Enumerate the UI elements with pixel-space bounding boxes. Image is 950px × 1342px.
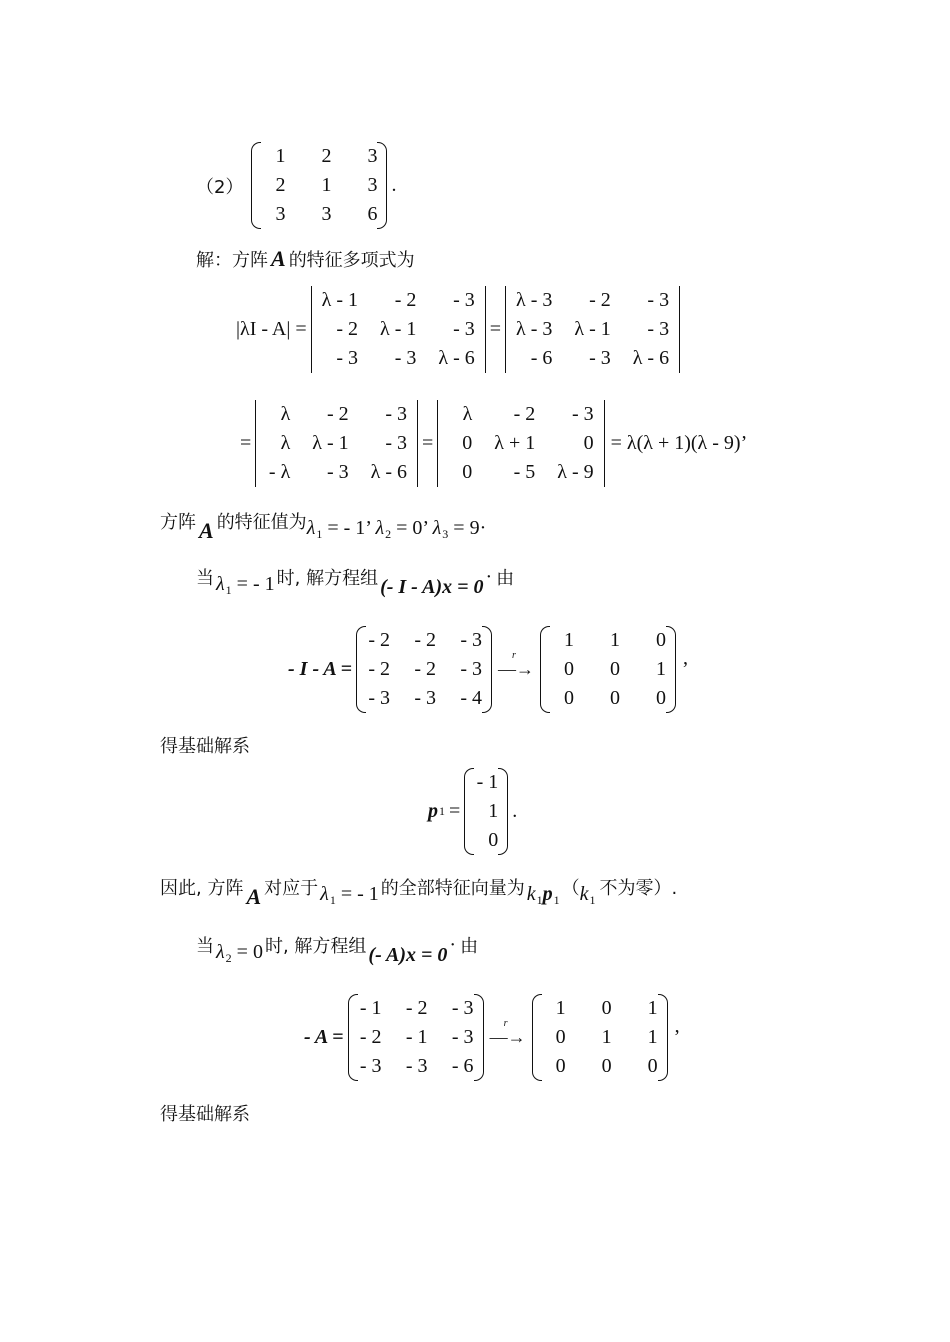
case1-statement bbox=[196, 564, 515, 598]
matrix-cell: - 3 bbox=[359, 1055, 382, 1077]
matrix-cell: - 6 bbox=[530, 347, 553, 369]
matrix-cell: - 3 bbox=[460, 658, 482, 680]
p1-vector bbox=[464, 768, 508, 855]
matrix-cell: - 3 bbox=[647, 318, 670, 340]
lambda-3-sub: 3 bbox=[442, 526, 449, 541]
case2-lambda-sub: 2 bbox=[225, 950, 232, 965]
matrix-cell: λ - 3 bbox=[516, 289, 553, 311]
matrix-cell: λ - 1 bbox=[321, 289, 359, 311]
matrix-cell: 0 bbox=[564, 687, 574, 709]
conclusion-prefix: 因此, 方阵 bbox=[160, 878, 244, 899]
matrix-cell: - 3 bbox=[385, 403, 407, 425]
case1-comma: ’ bbox=[682, 658, 689, 680]
case1-conclusion bbox=[160, 874, 678, 909]
matrix-cell: - 6 bbox=[451, 1055, 474, 1077]
p-sub: 1 bbox=[553, 892, 560, 907]
matrix-cell: 0 bbox=[601, 1055, 612, 1077]
eig-middle: 的特征值为 bbox=[216, 512, 307, 533]
characteristic-polynomial-result: = λ(λ + 1)(λ - 9)’ bbox=[610, 432, 748, 454]
matrix-cell: - 3 bbox=[460, 629, 482, 651]
conclusion-lambda-value: = - 1 bbox=[340, 882, 379, 905]
det-matrix-3 bbox=[255, 400, 418, 487]
eig-values bbox=[307, 517, 487, 542]
k1-inline bbox=[580, 883, 596, 908]
matrix-cell: 3 bbox=[275, 203, 286, 225]
arrow-glyph: —→ bbox=[498, 659, 534, 679]
matrix-cell: 0 bbox=[462, 432, 473, 454]
matrix-cell: 0 bbox=[656, 687, 666, 709]
det-eq: = bbox=[489, 318, 502, 340]
conclusion-A: A bbox=[246, 884, 262, 909]
matrix-cell: 2 bbox=[275, 174, 286, 196]
vector-cell: - 1 bbox=[476, 771, 499, 793]
case1-reduction bbox=[288, 626, 689, 713]
matrix-cell: λ - 1 bbox=[312, 432, 349, 454]
matrix-cell: 0 bbox=[583, 432, 594, 454]
matrix-cell: 3 bbox=[367, 174, 378, 196]
matrix-cell: 0 bbox=[656, 629, 666, 651]
matrix-cell: - 3 bbox=[571, 403, 594, 425]
matrix-cell: - 2 bbox=[368, 658, 390, 680]
matrix-cell: - 3 bbox=[394, 347, 417, 369]
lambda-2: λ bbox=[375, 516, 385, 539]
matrix-cell: - 2 bbox=[326, 403, 349, 425]
det-matrix-4 bbox=[437, 400, 604, 487]
matrix-cell: λ + 1 bbox=[494, 432, 536, 454]
p1-label: p bbox=[428, 800, 438, 822]
case2-lambda bbox=[216, 941, 263, 966]
solution-intro bbox=[196, 246, 415, 272]
matrix-cell: - 3 bbox=[414, 687, 436, 709]
matrix-cell: λ bbox=[280, 432, 291, 454]
case1-when: 当 bbox=[196, 568, 214, 589]
conclusion-lambda-sub: 1 bbox=[329, 892, 336, 907]
case1-text: 时, 解方程组 bbox=[276, 568, 379, 589]
nonzero-text: 不为零）. bbox=[599, 878, 678, 899]
matrix-cell: λ bbox=[280, 403, 291, 425]
p1-sub: 1 bbox=[439, 804, 445, 818]
case2-lambda-symbol: λ bbox=[216, 940, 225, 963]
case2-comma: ’ bbox=[673, 1026, 681, 1048]
problem-matrix bbox=[251, 142, 387, 229]
case1-by: 由 bbox=[496, 568, 515, 589]
matrix-cell: 0 bbox=[647, 1055, 658, 1077]
problem-end: . bbox=[391, 174, 397, 196]
matrix-cell: 0 bbox=[564, 658, 574, 680]
matrix-cell: - 1 bbox=[405, 1026, 428, 1048]
matrix-cell: 3 bbox=[321, 203, 332, 225]
det-matrix-2 bbox=[505, 286, 680, 373]
paren-open: （ bbox=[561, 878, 580, 899]
matrix-cell: 1 bbox=[647, 1026, 658, 1048]
case1-lambda-value: = - 1 bbox=[236, 572, 275, 595]
case2-matrix-right bbox=[532, 994, 668, 1081]
k1-inline-sub: 1 bbox=[589, 892, 596, 907]
matrix-cell: λ - 1 bbox=[574, 318, 611, 340]
matrix-cell: - 3 bbox=[385, 432, 407, 454]
case2-reduction bbox=[304, 994, 680, 1081]
matrix-cell: - 5 bbox=[513, 461, 536, 483]
lambda-2-sub: 2 bbox=[385, 526, 392, 541]
eigenvector-expr bbox=[527, 883, 560, 908]
matrix-cell: λ - 6 bbox=[438, 347, 475, 369]
matrix-cell: - 2 bbox=[394, 289, 417, 311]
matrix-cell: - 2 bbox=[368, 629, 390, 651]
matrix-cell: 1 bbox=[656, 658, 666, 680]
case1-basis-text: 得基础解系 bbox=[160, 736, 250, 757]
matrix-cell: - 2 bbox=[414, 629, 436, 651]
matrix-cell: - 3 bbox=[405, 1055, 428, 1077]
row-reduce-arrow bbox=[498, 650, 534, 680]
matrix-cell: 1 bbox=[610, 629, 620, 651]
matrix-cell: 1 bbox=[555, 997, 566, 1019]
matrix-cell: - 2 bbox=[589, 289, 611, 311]
matrix-cell: 0 bbox=[462, 461, 473, 483]
case1-matrix-left bbox=[356, 626, 492, 713]
matrix-cell: 2 bbox=[321, 145, 332, 167]
matrix-cell: λ bbox=[462, 403, 473, 425]
case2-text: 时, 解方程组 bbox=[264, 936, 367, 957]
matrix-cell: - 2 bbox=[336, 318, 359, 340]
lambda-1-value: = - 1’ bbox=[327, 516, 371, 539]
det2-eq2: = bbox=[422, 432, 434, 454]
k1-inline-symbol: k bbox=[579, 882, 589, 905]
vector-cell: 0 bbox=[488, 829, 499, 851]
eig-prefix: 方阵 bbox=[160, 512, 196, 533]
case2-dot: · bbox=[449, 933, 457, 956]
det-matrix-1 bbox=[311, 286, 486, 373]
lambda-1-sub: 1 bbox=[316, 526, 323, 541]
case2-lambda-value: = 0 bbox=[236, 940, 263, 963]
matrix-cell: - 3 bbox=[336, 347, 359, 369]
p1-eq: = bbox=[449, 800, 461, 822]
determinant-line-2 bbox=[240, 400, 747, 487]
matrix-cell: 0 bbox=[555, 1026, 566, 1048]
matrix-cell: 1 bbox=[321, 174, 332, 196]
row-reduce-arrow-2 bbox=[489, 1018, 526, 1048]
matrix-cell: λ - 6 bbox=[370, 461, 407, 483]
case1-lhs: - I - A = bbox=[288, 658, 352, 680]
intro-suffix: 的特征多项式为 bbox=[288, 250, 415, 271]
matrix-cell: 1 bbox=[647, 997, 658, 1019]
k-symbol: k bbox=[526, 882, 536, 905]
matrix-cell: - 1 bbox=[359, 997, 382, 1019]
matrix-cell: - 3 bbox=[647, 289, 670, 311]
lambda-2-value: = 0’ bbox=[396, 516, 428, 539]
matrix-cell: - 3 bbox=[453, 318, 475, 340]
p1-vector-line bbox=[428, 768, 517, 855]
p1-end: . bbox=[512, 800, 518, 822]
lambda-3-value: = 9· bbox=[453, 516, 487, 539]
case1-lambda-sub: 1 bbox=[225, 582, 232, 597]
arrow-label: r bbox=[512, 650, 516, 661]
matrix-cell: - λ bbox=[268, 461, 291, 483]
matrix-cell: 1 bbox=[601, 1026, 612, 1048]
matrix-cell: 0 bbox=[610, 658, 620, 680]
matrix-cell: 0 bbox=[555, 1055, 566, 1077]
conclusion-mid2: 的全部特征向量为 bbox=[380, 878, 525, 899]
matrix-cell: 6 bbox=[367, 203, 378, 225]
case2-matrix-left bbox=[348, 994, 484, 1081]
eigenvalues-line bbox=[160, 508, 487, 543]
conclusion-mid: 对应于 bbox=[264, 878, 319, 899]
problem-line bbox=[196, 142, 396, 229]
matrix-cell: - 3 bbox=[368, 687, 390, 709]
vector-cell: 1 bbox=[488, 800, 499, 822]
conclusion-lambda-symbol: λ bbox=[320, 882, 329, 905]
matrix-cell: - 3 bbox=[589, 347, 611, 369]
matrix-cell: 1 bbox=[275, 145, 286, 167]
det2-eq1: = bbox=[240, 432, 252, 454]
determinant-line-1 bbox=[236, 286, 680, 373]
matrix-cell: λ - 9 bbox=[557, 461, 594, 483]
arrow-label-2: r bbox=[503, 1018, 508, 1029]
conclusion-lambda bbox=[320, 883, 379, 908]
case2-when: 当 bbox=[196, 936, 214, 957]
matrix-cell: - 2 bbox=[414, 658, 436, 680]
matrix-cell: - 2 bbox=[513, 403, 536, 425]
case2-equation: (- A)x = 0 bbox=[368, 943, 448, 966]
k-sub: 1 bbox=[536, 892, 543, 907]
case1-equation: (- I - A)x = 0 bbox=[380, 575, 484, 598]
matrix-cell: 3 bbox=[367, 145, 378, 167]
case1-dot: · bbox=[485, 565, 493, 588]
matrix-cell: - 4 bbox=[460, 687, 482, 709]
case2-basis-text: 得基础解系 bbox=[160, 1104, 250, 1125]
matrix-A-symbol: A bbox=[271, 246, 286, 271]
matrix-cell: - 3 bbox=[451, 997, 474, 1019]
matrix-cell: 0 bbox=[610, 687, 620, 709]
matrix-cell: - 3 bbox=[451, 1026, 474, 1048]
case2-by: 由 bbox=[460, 936, 479, 957]
matrix-cell: - 3 bbox=[326, 461, 349, 483]
case1-lambda bbox=[216, 573, 275, 598]
det-lhs: |λI - A| = bbox=[236, 318, 307, 340]
matrix-cell: 1 bbox=[564, 629, 574, 651]
eig-A-symbol: A bbox=[199, 518, 214, 543]
case1-lambda-symbol: λ bbox=[216, 572, 225, 595]
matrix-cell: 0 bbox=[601, 997, 612, 1019]
case2-lhs: - A = bbox=[304, 1026, 344, 1048]
matrix-cell: - 2 bbox=[359, 1026, 382, 1048]
lambda-1: λ bbox=[306, 516, 316, 539]
intro-prefix: 解：方阵 bbox=[196, 250, 268, 271]
matrix-cell: - 3 bbox=[453, 289, 475, 311]
matrix-cell: λ - 3 bbox=[516, 318, 553, 340]
lambda-3: λ bbox=[432, 516, 442, 539]
case2-statement bbox=[196, 932, 479, 966]
matrix-cell: λ - 1 bbox=[380, 318, 417, 340]
arrow-glyph-2: —→ bbox=[489, 1027, 526, 1047]
matrix-cell: - 2 bbox=[405, 997, 428, 1019]
matrix-cell: λ - 6 bbox=[632, 347, 670, 369]
problem-label: （2） bbox=[196, 176, 244, 198]
case1-matrix-right bbox=[540, 626, 676, 713]
p-symbol: p bbox=[542, 882, 553, 905]
